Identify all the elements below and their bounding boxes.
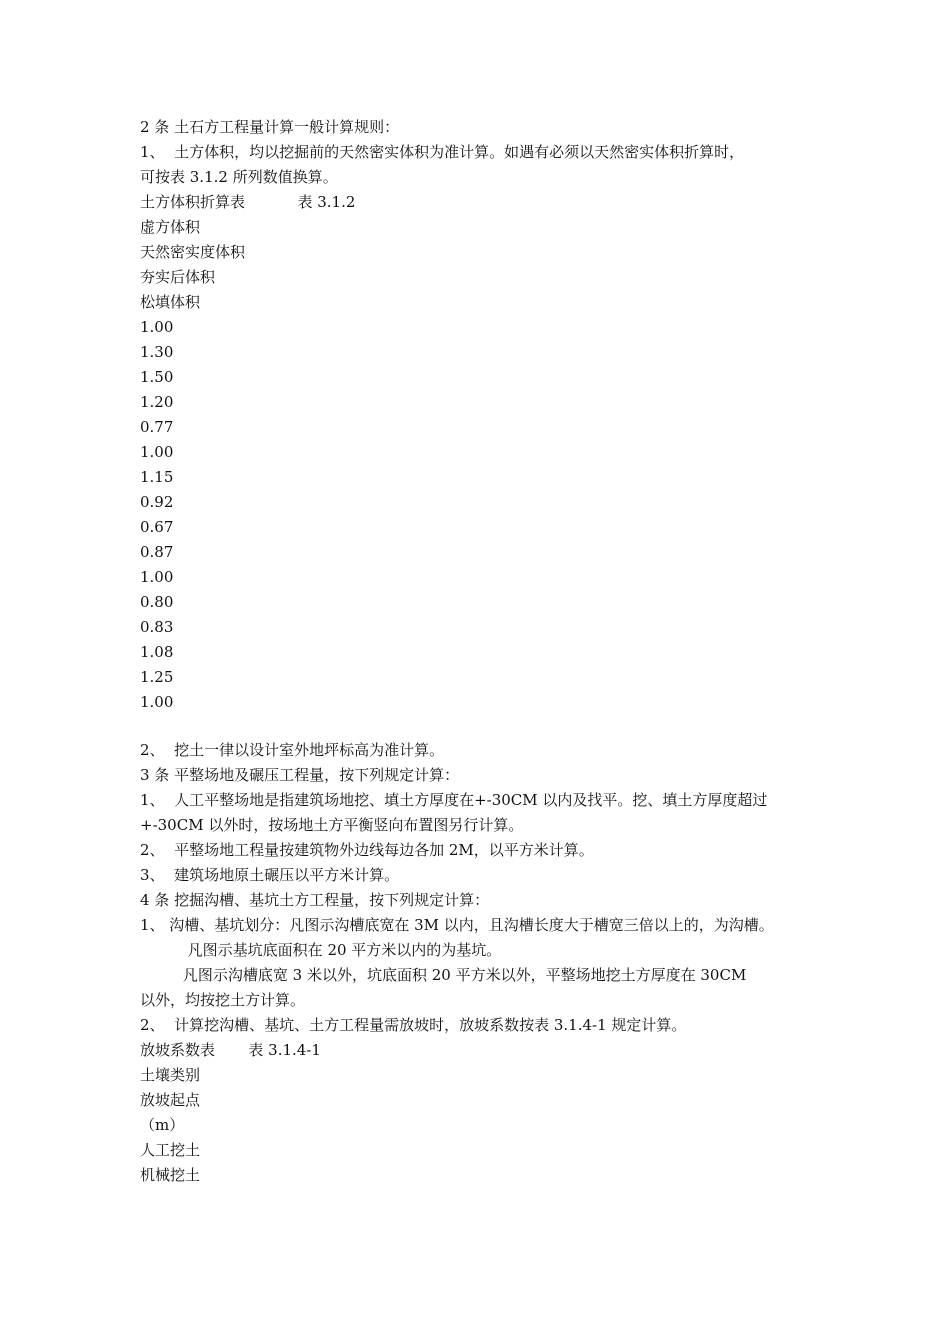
table-cell: 1.50 — [140, 368, 174, 386]
paragraph-line: 2、 计算挖沟槽、基坑、土方工程量需放坡时，放坡系数按表 3.1.4-1 规定计算。 — [140, 1016, 687, 1034]
table-cell: 机械挖土 — [140, 1166, 201, 1184]
paragraph-line: 以外，均按挖土方计算。 — [140, 991, 306, 1009]
table-cell: 天然密实度体积 — [140, 243, 246, 261]
table-cell: 0.77 — [140, 418, 174, 436]
table-cell: 1.00 — [140, 568, 174, 586]
table-cell: 虚方体积 — [140, 218, 201, 236]
table-cell: 0.67 — [140, 518, 174, 536]
paragraph-line: 凡图示基坑底面积在 20 平方米以内的为基坑。 — [140, 941, 502, 959]
table-caption: 放坡系数表 表 3.1.4-1 — [140, 1041, 321, 1059]
table-cell: （m） — [140, 1116, 185, 1134]
table-cell: 1.00 — [140, 693, 174, 711]
paragraph-line: 3、 建筑场地原土碾压以平方米计算。 — [140, 866, 400, 884]
table-cell: 0.87 — [140, 543, 174, 561]
heading-article-3: 3 条 平整场地及碾压工程量，按下列规定计算： — [140, 766, 460, 784]
table-cell: 1.25 — [140, 668, 174, 686]
table-cell: 夯实后体积 — [140, 268, 216, 286]
paragraph-line: 2、 平整场地工程量按建筑物外边线每边各加 2M，以平方米计算。 — [140, 841, 594, 859]
paragraph-line: 1、 人工平整场地是指建筑场地挖、填土方厚度在+-30CM 以内及找平。挖、填土方厚度超过 — [140, 791, 768, 809]
table-cell: 1.08 — [140, 643, 174, 661]
table-cell: 1.20 — [140, 393, 174, 411]
table-cell: 土壤类别 — [140, 1066, 201, 1084]
table-cell: 松填体积 — [140, 293, 201, 311]
table-cell: 1.30 — [140, 343, 174, 361]
table-caption: 土方体积折算表 表 3.1.2 — [140, 193, 356, 211]
table-cell: 1.15 — [140, 468, 174, 486]
heading-article-4: 4 条 挖掘沟槽、基坑土方工程量，按下列规定计算： — [140, 891, 490, 909]
table-cell: 0.92 — [140, 493, 174, 511]
table-cell: 0.83 — [140, 618, 174, 636]
paragraph-line: 1、 土方体积，均以挖掘前的天然密实体积为准计算。如遇有必须以天然密实体积折算时， — [140, 143, 745, 161]
table-cell: 人工挖土 — [140, 1141, 201, 1159]
paragraph-line: 2、 挖土一律以设计室外地坪标高为准计算。 — [140, 741, 445, 759]
paragraph-line: +-30CM 以外时，按场地土方平衡竖向布置图另行计算。 — [140, 816, 524, 834]
heading-article-2: 2 条 土石方工程量计算一般计算规则： — [140, 118, 400, 136]
paragraph-line: 可按表 3.1.2 所列数值换算。 — [140, 168, 338, 186]
table-cell: 0.80 — [140, 593, 174, 611]
paragraph-line: 凡图示沟槽底宽 3 米以外，坑底面积 20 平方米以外，平整场地挖土方厚度在 30CM — [140, 966, 747, 984]
table-cell: 放坡起点 — [140, 1091, 201, 1109]
table-cell: 1.00 — [140, 318, 174, 336]
paragraph-line: 1、 沟槽、基坑划分：凡图示沟槽底宽在 3M 以内，且沟槽长度大于槽宽三倍以上的，为沟槽。 — [140, 916, 774, 934]
table-cell: 1.00 — [140, 443, 174, 461]
